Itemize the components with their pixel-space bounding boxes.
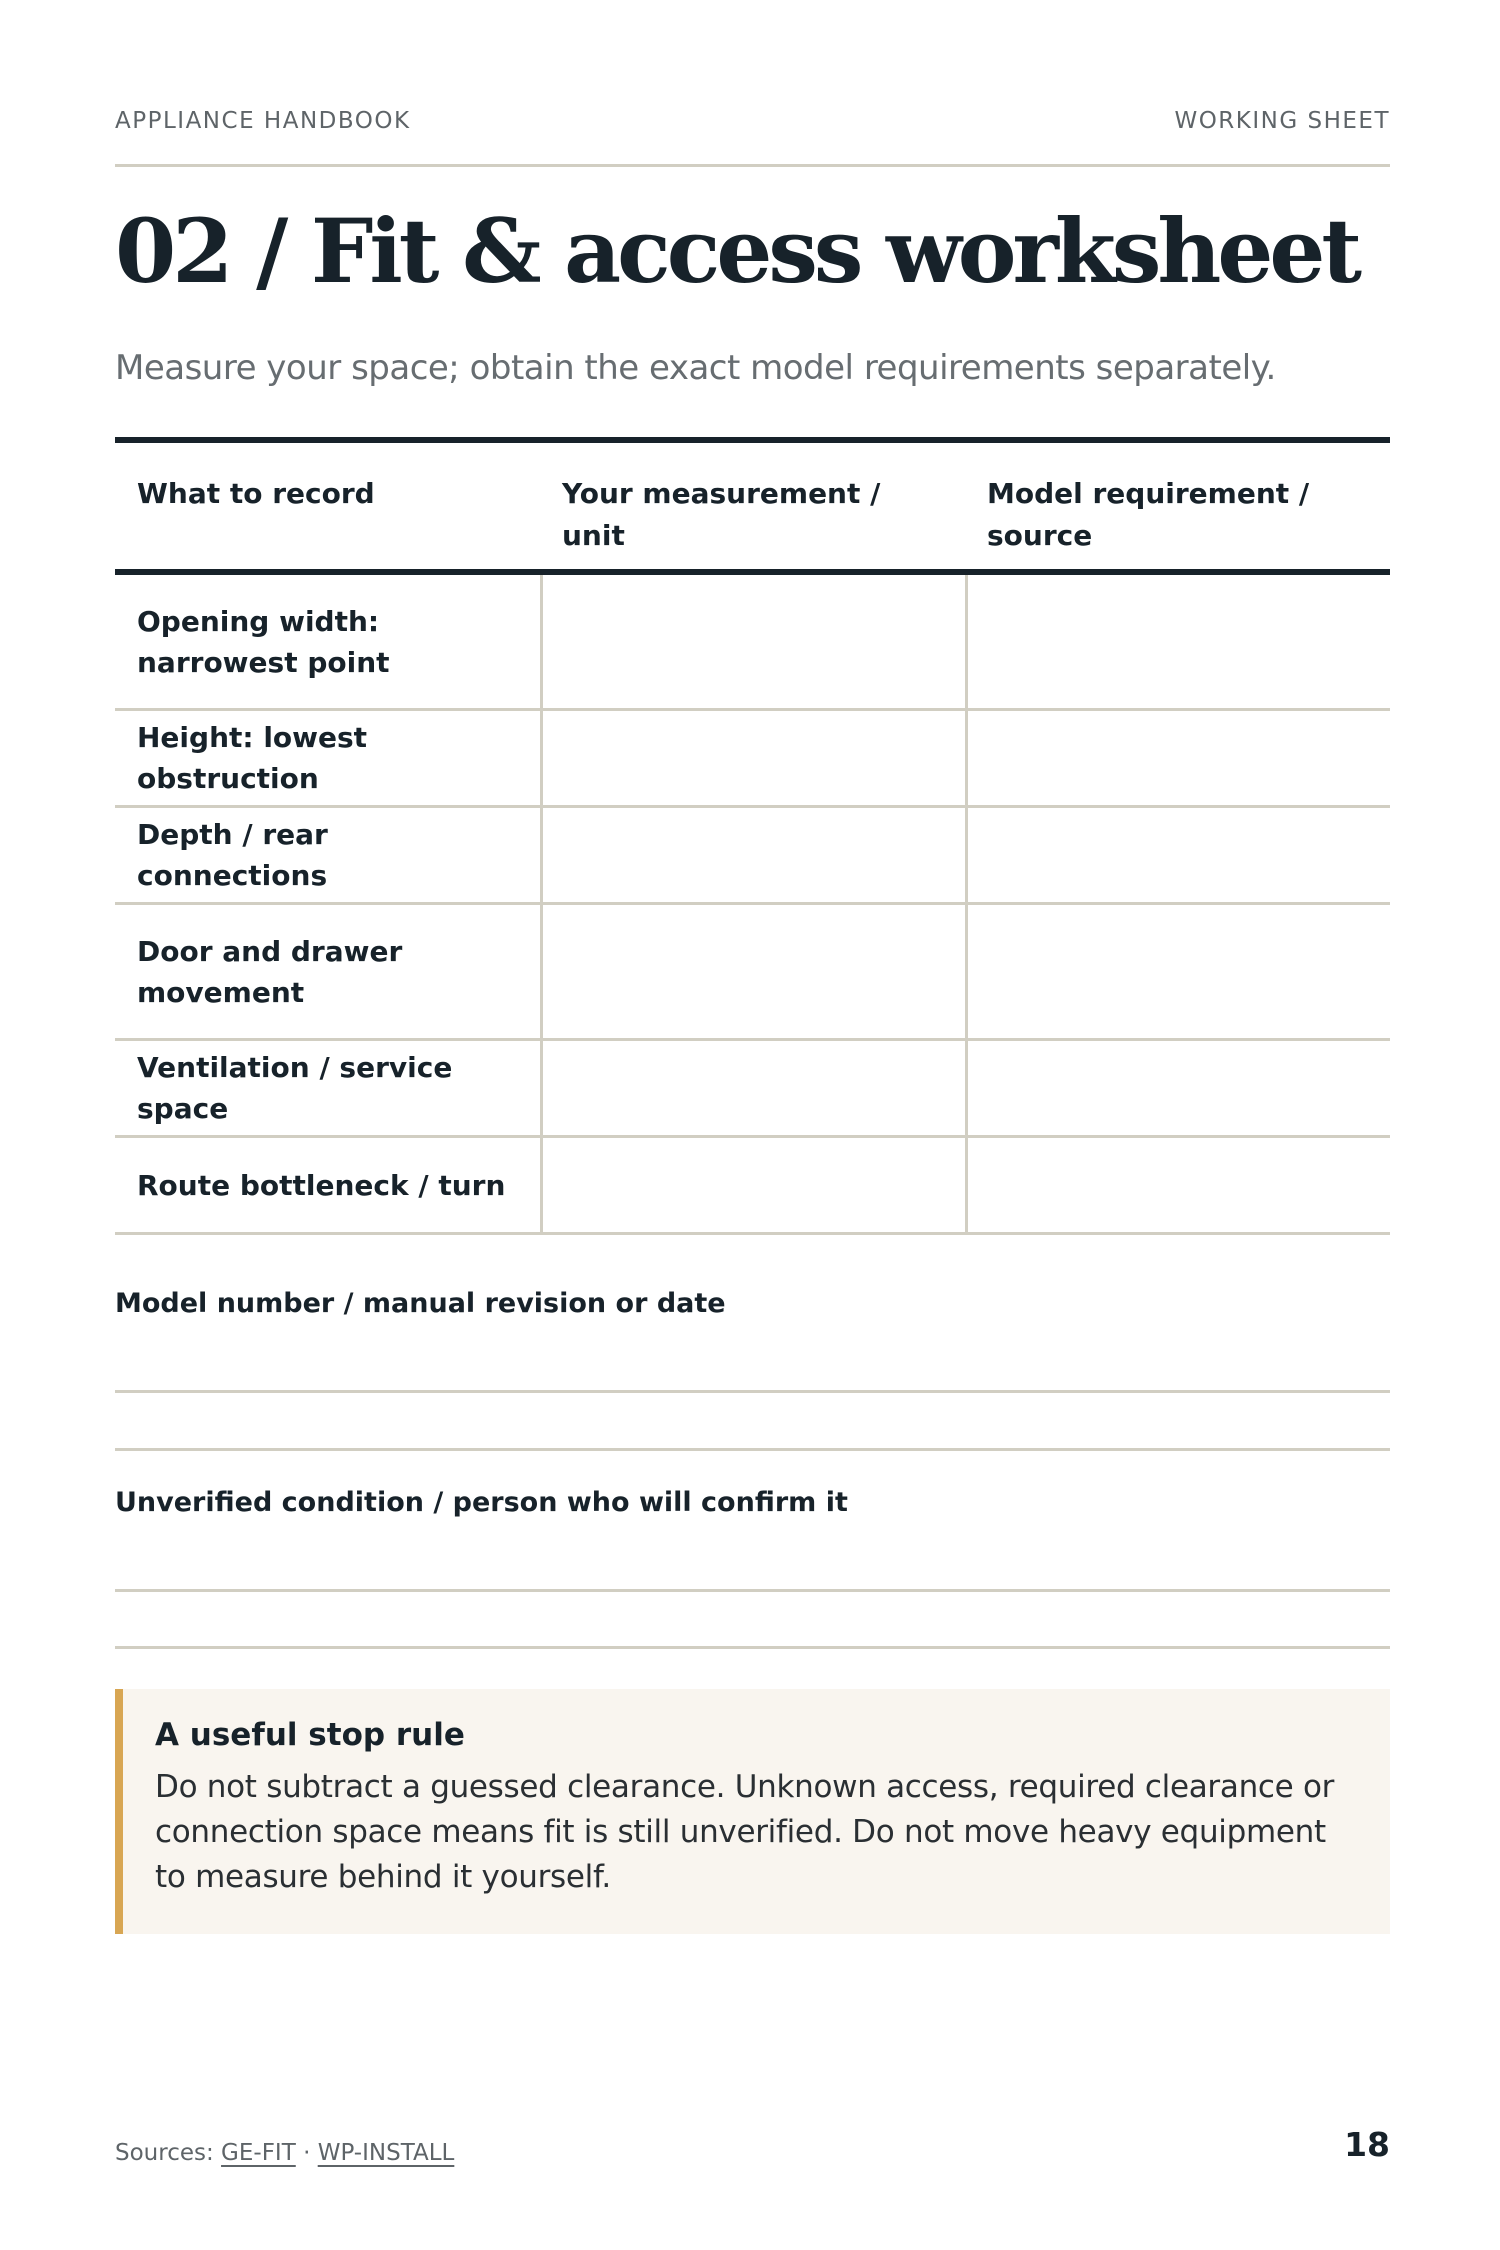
measurement-cell[interactable] [540,575,965,708]
measurement-cell[interactable] [540,711,965,805]
table-row [115,1138,1390,1235]
requirement-cell[interactable] [965,905,1390,1038]
column-header-measurement: Your measurement / unit [562,477,881,552]
sources-line [115,2140,454,2166]
measurement-cell[interactable] [540,808,965,902]
table-row [115,1041,1390,1138]
unverified-condition-line[interactable] [115,1589,1390,1592]
model-number-line[interactable] [115,1390,1390,1393]
header-sheet-type: WORKING SHEET [1174,108,1390,134]
source-link-wp-install[interactable]: WP-INSTALL [317,2140,455,2166]
table-row [115,575,1390,711]
row-label: Door and drawer movement [137,934,403,1009]
table-row [115,905,1390,1041]
measurement-cell[interactable] [540,905,965,1038]
callout-body: Do not subtract a guessed clearance. Unknown access, required clearance or connection space means fit is still unverified. Do not move heavy equipment to measure behind it yourself. [155,1769,1335,1895]
measurement-cell[interactable] [540,1138,965,1232]
page-title: 02 / Fit & access worksheet [115,199,1358,303]
worksheet-page [115,0,1390,2250]
page-subtitle: Measure your space; obtain the exact model requirements separately. [115,348,1276,388]
column-header-what: What to record [137,477,375,510]
unverified-condition-label: Unverified condition / person who will confirm it [115,1487,848,1518]
row-label: Height: lowest obstruction [137,721,368,795]
sources-label: Sources: [115,2140,214,2166]
row-label: Ventilation / service space [137,1051,453,1125]
requirement-cell[interactable] [965,1041,1390,1135]
model-number-label: Model number / manual revision or date [115,1288,726,1319]
callout-title: A useful stop rule [155,1717,465,1753]
table-row [115,808,1390,905]
page-number: 18 [1344,2125,1390,2164]
model-number-line-2[interactable] [115,1448,1390,1451]
measurement-cell[interactable] [540,1041,965,1135]
row-label: Opening width: narrowest point [137,604,390,679]
stop-rule-callout [115,1689,1390,1934]
table-header-row [115,437,1390,575]
requirement-cell[interactable] [965,711,1390,805]
header-handbook-title: APPLIANCE HANDBOOK [115,108,411,134]
requirement-cell[interactable] [965,575,1390,708]
column-header-requirement: Model requirement / source [987,477,1310,552]
unverified-condition-line-2[interactable] [115,1646,1390,1649]
table-row [115,711,1390,808]
running-header [115,108,1390,134]
fit-access-table [115,437,1390,1235]
requirement-cell[interactable] [965,808,1390,902]
requirement-cell[interactable] [965,1138,1390,1232]
row-label: Depth / rear connections [137,818,328,892]
source-link-ge-fit[interactable]: GE-FIT [221,2140,296,2166]
row-label: Route bottleneck / turn [137,1168,506,1202]
header-divider [115,164,1390,167]
source-separator: · [303,2140,311,2166]
